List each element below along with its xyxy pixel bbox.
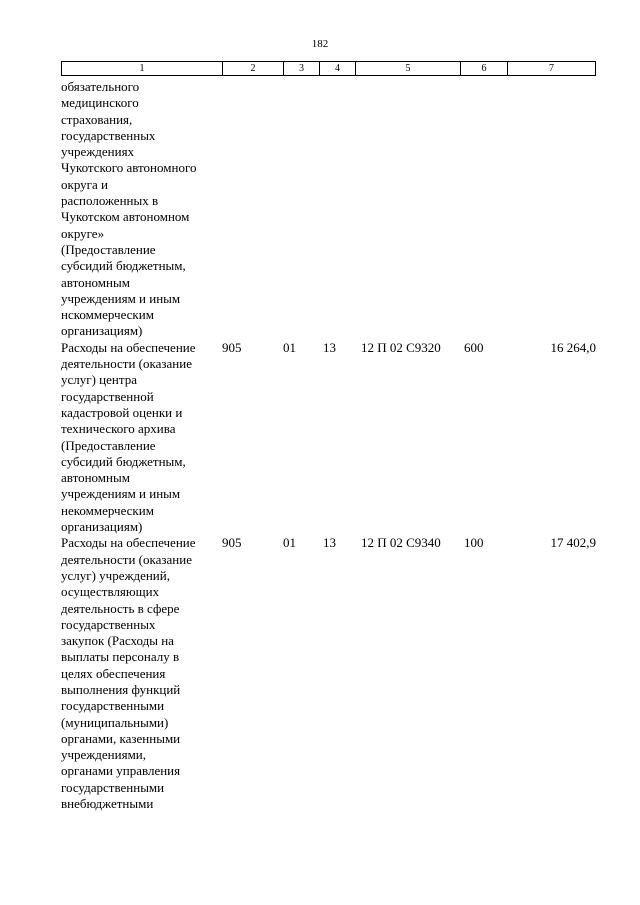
column-header-7: 7 — [508, 62, 596, 76]
column-header-4: 4 — [320, 62, 356, 76]
row-description: Расходы на обеспечение деятельности (оказание услуг) центра государственной кадастровой оценки и технического архива (Предоставление субсидий бюджетным, автономным учреждениям и иным некоммерческим организациям) — [61, 339, 196, 535]
target-article-code: 12 П 02 С9320 — [361, 339, 441, 355]
expense-type-code: 100 — [464, 535, 484, 551]
ministry-code: 905 — [222, 339, 242, 355]
amount-value: 17 402,9 — [550, 535, 596, 551]
column-header-5: 5 — [356, 62, 461, 76]
column-header-3: 3 — [284, 62, 320, 76]
table-header — [61, 61, 596, 76]
section-code: 01 — [283, 339, 296, 355]
amount-value: 16 264,0 — [550, 339, 596, 355]
table-row — [61, 535, 601, 812]
table-body — [61, 79, 601, 812]
column-header-2: 2 — [223, 62, 284, 76]
column-header-1: 1 — [62, 62, 223, 76]
expense-type-code: 600 — [464, 339, 484, 355]
target-article-code: 12 П 02 С9340 — [361, 535, 441, 551]
subsection-code: 13 — [323, 535, 336, 551]
row-description: обязательного медицинского страхования, государственных учреждениях Чукотского автономного округа и расположенных в Чукотском автономном округе» (Предоставление субсидий бюджетным, автономным учреждениям и иным нскоммерческим организациям) — [61, 79, 197, 339]
subsection-code: 13 — [323, 339, 336, 355]
table-row — [61, 79, 601, 340]
column-header-6: 6 — [461, 62, 508, 76]
row-description: Расходы на обеспечение деятельности (оказание услуг) учреждений, осуществляющих деятельность в сфере государственных закупок (Расходы на выплаты персоналу в целях обеспечения выполнения функций государственными (муниципальными) органами, казенными учреждениями, органами управления государственными внебюджетными — [61, 535, 196, 812]
ministry-code: 905 — [222, 535, 242, 551]
page-number: 182 — [311, 38, 329, 50]
header-row — [62, 62, 596, 76]
table-row — [61, 340, 601, 536]
section-code: 01 — [283, 535, 296, 551]
